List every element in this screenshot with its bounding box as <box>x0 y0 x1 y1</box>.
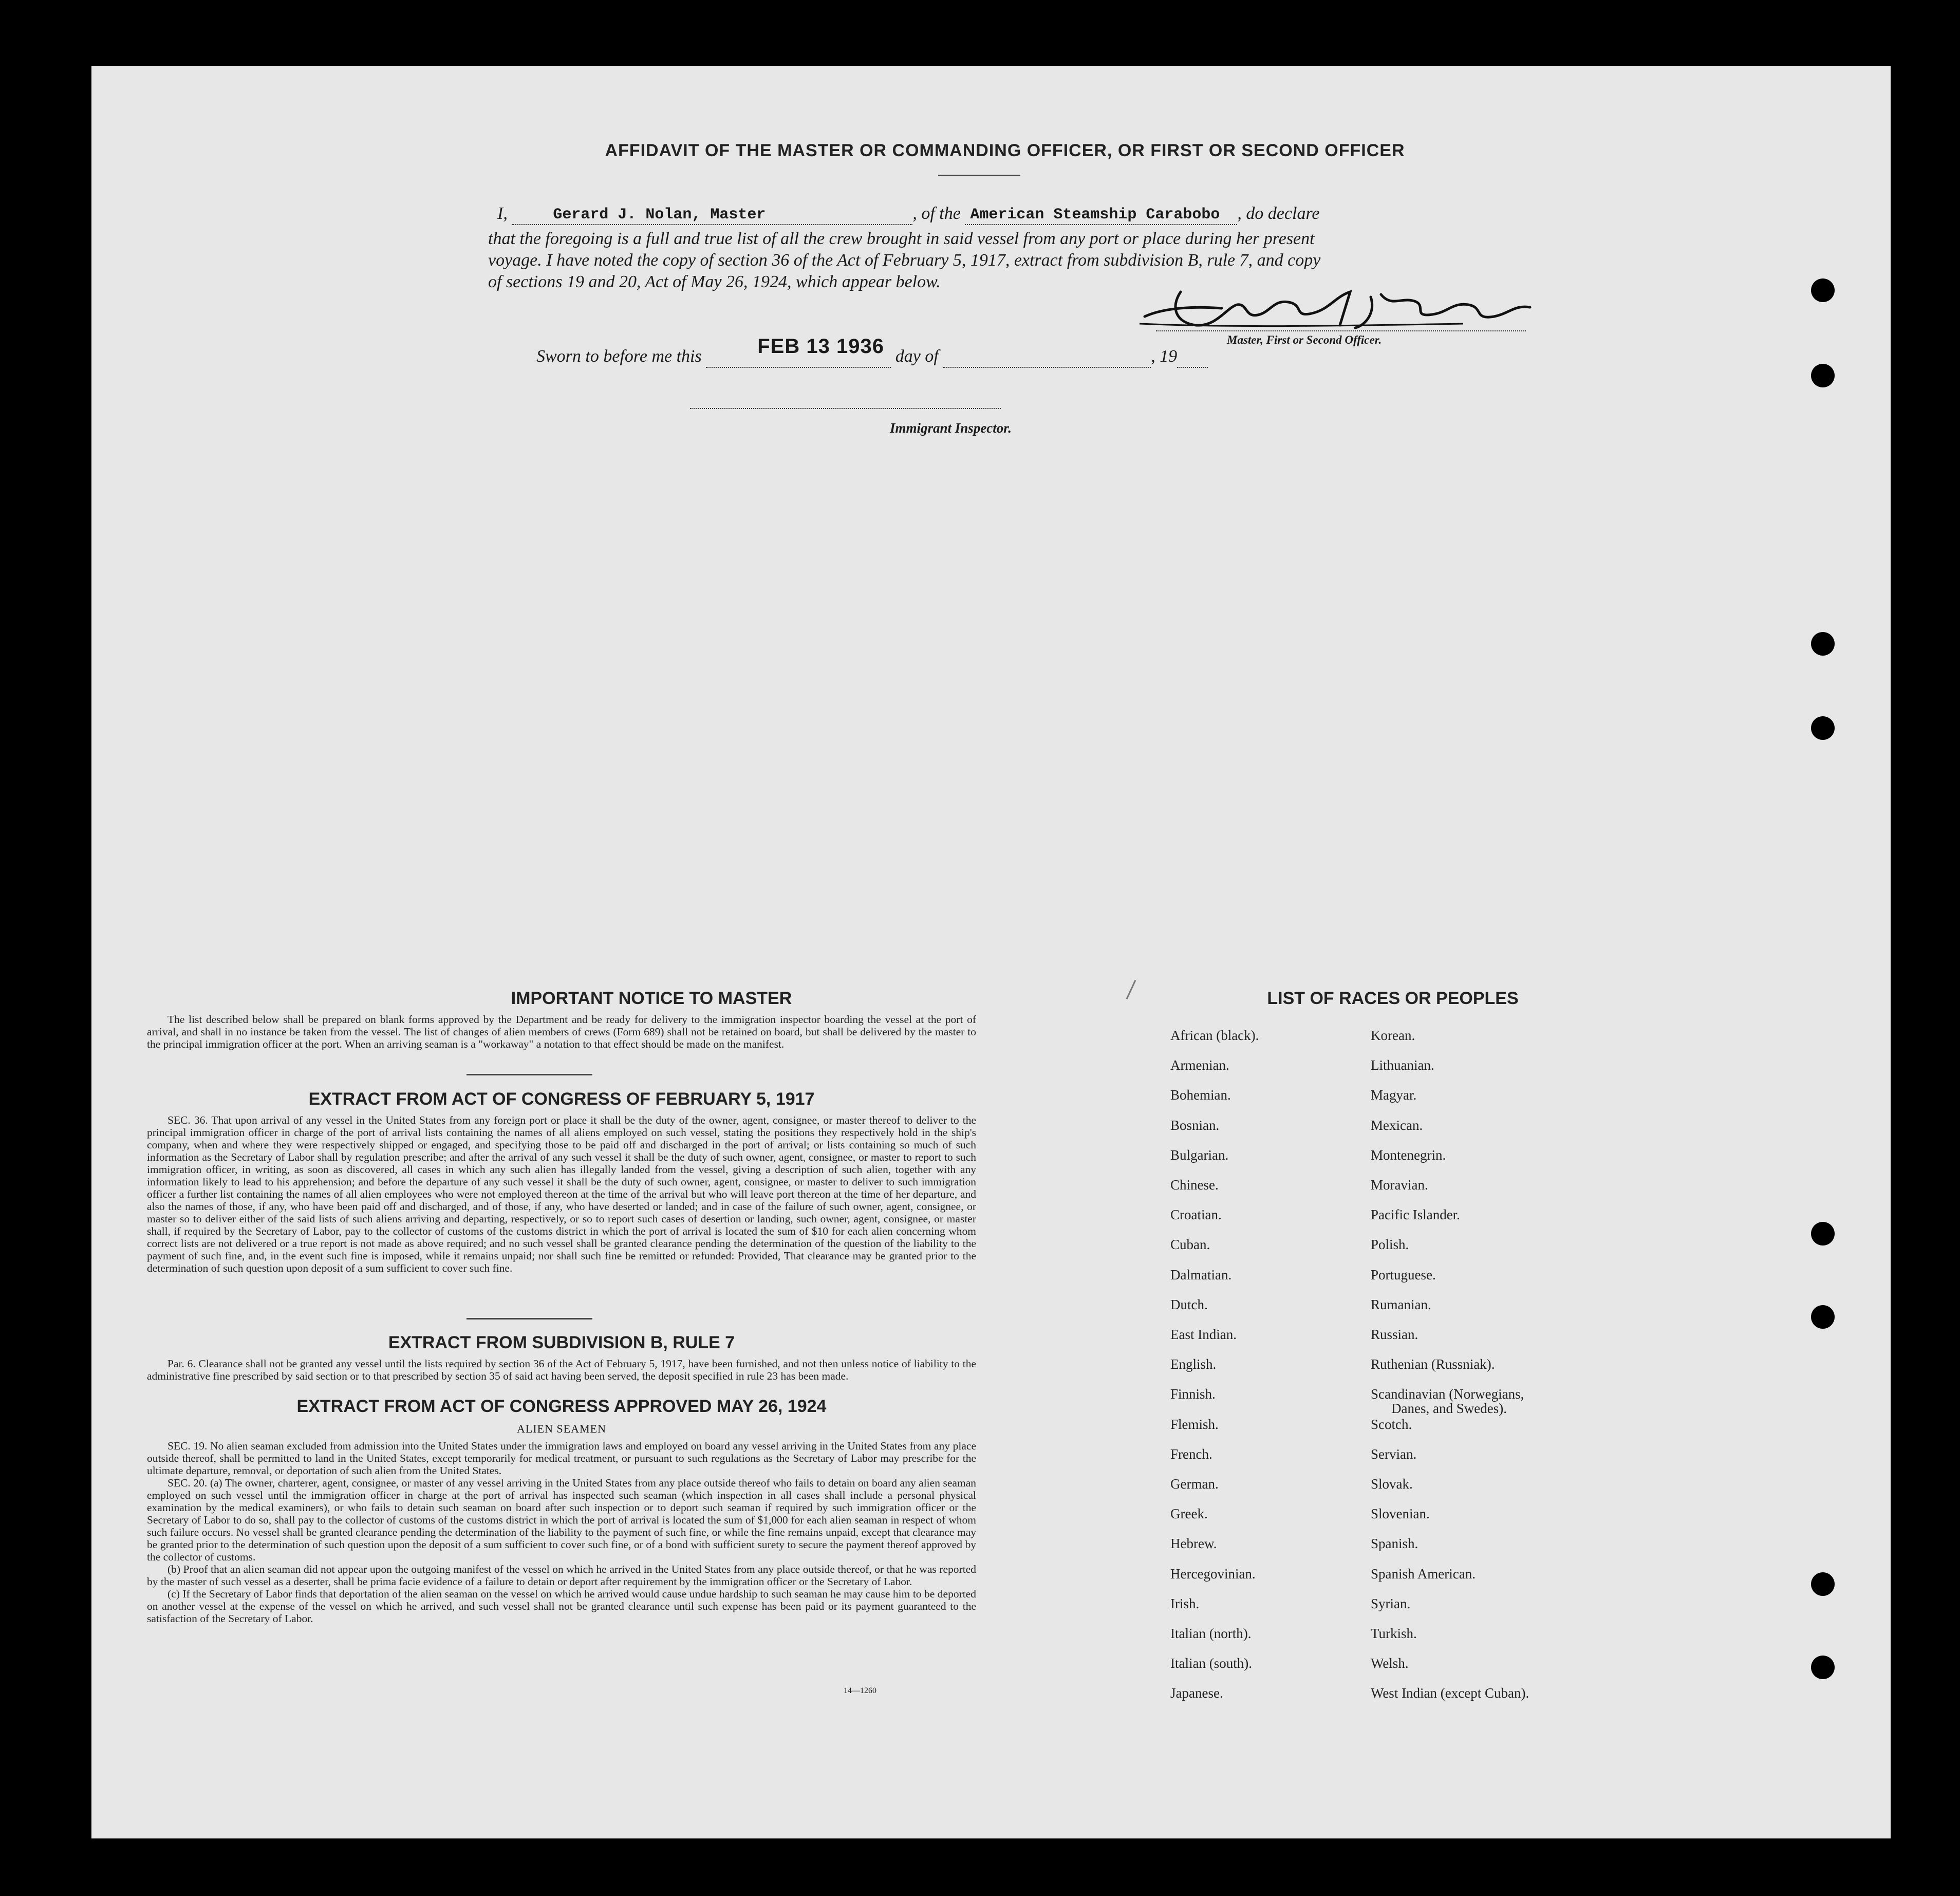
race-item-left: French. <box>1170 1446 1212 1462</box>
form-number: 14—1260 <box>844 1686 876 1695</box>
races-title: LIST OF RACES OR PEOPLES <box>1267 989 1519 1008</box>
alien-seamen-subtitle: ALIEN SEAMEN <box>517 1422 606 1435</box>
race-item-left: Irish. <box>1170 1595 1200 1611</box>
affidavit-line-2: that the foregoing is a full and true list of all the crew brought in said vessel from any port or place during her present <box>488 229 1315 248</box>
divider <box>466 1074 592 1075</box>
signature-caption: Master, First or Second Officer. <box>1227 333 1382 346</box>
race-item-right: Mexican. <box>1371 1117 1423 1133</box>
race-item-right: Syrian. <box>1371 1595 1411 1611</box>
notice-body <box>147 1013 976 1050</box>
affidavit-line-1 <box>497 202 1628 225</box>
race-item-left: Chinese. <box>1170 1177 1219 1193</box>
race-item-left: Japanese. <box>1170 1685 1223 1701</box>
title-divider <box>938 175 1020 176</box>
extract-1917-title: EXTRACT FROM ACT OF CONGRESS OF FEBRUARY 5, 1917 <box>308 1089 815 1109</box>
of-the-label: , of the <box>912 204 961 223</box>
race-item-right: Danes, and Swedes). <box>1391 1401 1507 1417</box>
race-item-right: Russian. <box>1371 1327 1418 1342</box>
race-item-left: English. <box>1170 1356 1217 1372</box>
binder-hole <box>1811 1656 1835 1679</box>
race-item-left: Italian (north). <box>1170 1626 1252 1641</box>
race-item-right: Welsh. <box>1371 1656 1409 1671</box>
extract-rule7-title: EXTRACT FROM SUBDIVISION B, RULE 7 <box>388 1333 735 1352</box>
sworn-label: Sworn to before me this <box>536 347 702 366</box>
extract-1924-body <box>147 1440 976 1625</box>
divider <box>466 1318 592 1319</box>
race-item-left: Dutch. <box>1170 1296 1208 1312</box>
race-item-left: Hercegovinian. <box>1170 1566 1256 1582</box>
vessel-name-field <box>965 203 1237 225</box>
notice-title: IMPORTANT NOTICE TO MASTER <box>511 989 792 1008</box>
binder-hole <box>1811 1572 1835 1596</box>
section-20c-text: (c) If the Secretary of Labor finds that deportation of the alien seaman on the vessel on which he arrived would cause undue hardship to such seaman he may cause him to be deported on another vessel at the expense of the vessel on which he arrived, and such vessel shall not be granted clearance until such expense has been paid or its payment guaranteed to the satisfaction of the Secretary of Labor. <box>147 1588 976 1625</box>
race-item-right: Ruthenian (Russniak). <box>1371 1356 1495 1372</box>
race-item-right: Montenegrin. <box>1371 1147 1446 1163</box>
race-item-right: Servian. <box>1371 1446 1417 1462</box>
race-item-right: Polish. <box>1371 1237 1409 1253</box>
affidavit-title: AFFIDAVIT OF THE MASTER OR COMMANDING OFFICER, OR FIRST OR SECOND OFFICER <box>605 141 1405 160</box>
race-item-right: Rumanian. <box>1371 1296 1431 1312</box>
race-item-right: Scotch. <box>1371 1416 1412 1432</box>
binder-hole <box>1811 278 1835 302</box>
race-item-left: Bosnian. <box>1170 1117 1220 1133</box>
affidavit-line-3: voyage. I have noted the copy of section 36 of the Act of February 5, 1917, extract from subdivision B, rule 7, and copy <box>488 251 1321 270</box>
month-field <box>943 346 1151 368</box>
inspector-signature-line <box>690 408 1001 409</box>
race-item-left: Croatian. <box>1170 1207 1222 1223</box>
vessel-name: American Steamship Carabobo <box>970 206 1220 224</box>
race-item-right: Spanish. <box>1371 1536 1418 1552</box>
race-item-left: German. <box>1170 1476 1219 1492</box>
race-item-right: Slovak. <box>1371 1476 1413 1492</box>
extract-1917-body <box>147 1114 976 1274</box>
binder-hole <box>1811 364 1835 387</box>
sworn-date-stamp: FEB 13 1936 <box>757 335 884 358</box>
section-36-text: SEC. 36. That upon arrival of any vessel in the United States from any foreign port or place it shall be the duty of the owner, agent, consignee, or master thereof to deliver to the principal immigration officer in charge of the port of arrival lists containing the names of all aliens employed on such vessel, stating the positions they respectively hold in the ship's company, when and where they were respectively shipped or engaged, and specifying those to be paid off and discharged in the port of arrival; or lists containing so much of such information as the Secretary of Labor shall by regulation prescribe; and after the arrival of any such vessel it shall be the duty of such owner, agent, consignee, or master to report to such immigration officer, in writing, as soon as discovered, all cases in which any such alien has illegally landed from the vessel, giving a description of such alien, together with any information likely to lead to his apprehension; and before the departure of any such vessel it shall be the duty of such owner, agent, consignee, or master to deliver to such immigration officer a further list containing the names of all alien employees who were not employed thereon at the time of the arrival but who will leave port thereon at the time of her departure, and also the names of those, if any, who have been paid off and discharged, and of those, if any, who have deserted or landed; and in case of the failure of such owner, agent, consignee, or master so to deliver either of the said lists of such aliens arriving and departing, respectively, or so to report such cases of desertion or landing, such owner, agent, consignee, or master shall, if required by the Secretary of Labor, pay to the collector of customs of the customs district in which the port of arrival is located the sum of $10 for each alien concerning whom correct lists are not delivered or a true report is not made as above required; and no such vessel shall be granted clearance pending the determination of the question of the liability to the payment of such fine, and, in the event such fine is imposed, while it remains unpaid; nor shall such fine be remitted or refunded: Provided, That clearance may be granted prior to the determination of such question upon deposit of a sum sufficient to cover such fine. <box>147 1114 976 1274</box>
race-item-right: Lithuanian. <box>1371 1057 1434 1073</box>
section-20a-text: SEC. 20. (a) The owner, charterer, agent, consignee, or master of any vessel arriving in the United States from any place outside thereof who fails to detain on board any alien seaman employed on such vessel until the immigration officer in charge at the port of arrival has inspected such seaman (which inspection in all cases shall include a personal physical examination by the medical examiners), or who fails to detain such seaman on board after such inspection or to deport such seaman if required by such immigration officer or the Secretary of Labor to do so, shall pay to the collector of customs of the customs district in which the port of arrival is located the sum of $1,000 for each alien seaman in respect of whom such failure occurs. No vessel shall be granted clearance pending the determination of the liability to the payment of such fine, or while the fine remains unpaid, except that clearance may be granted prior to the determination of such question upon the deposit of a sum sufficient to cover such fine, or of a bond with sufficient surety to secure the payment thereof approved by the collector of customs. <box>147 1477 976 1563</box>
section-20b-text: (b) Proof that an alien seaman did not appear upon the outgoing manifest of the vessel on which he arrived in the United States from any place outside thereof, or that he was reported by the master of such vessel as a deserter, shall be prima facie evidence of a failure to detain or deport after requirement by the immigration officer or the Secretary of Labor. <box>147 1563 976 1588</box>
binder-hole <box>1811 632 1835 656</box>
extract-1924-title: EXTRACT FROM ACT OF CONGRESS APPROVED MAY 26, 1924 <box>296 1397 827 1416</box>
race-item-left: East Indian. <box>1170 1327 1237 1342</box>
race-item-right: Portuguese. <box>1371 1267 1436 1282</box>
race-item-right: Korean. <box>1371 1028 1415 1043</box>
race-item-left: Cuban. <box>1170 1237 1210 1253</box>
race-item-right: Turkish. <box>1371 1626 1417 1641</box>
race-item-left: Armenian. <box>1170 1057 1229 1073</box>
affidavit-line-4: of sections 19 and 20, Act of May 26, 1924, which appear below. <box>488 272 941 291</box>
master-name: Gerard J. Nolan, Master <box>553 206 766 224</box>
binder-hole <box>1811 716 1835 740</box>
race-item-right: West Indian (except Cuban). <box>1371 1685 1529 1701</box>
race-item-left: Flemish. <box>1170 1416 1219 1432</box>
section-19-text: SEC. 19. No alien seaman excluded from admission into the United States under the immigration laws and employed on board any vessel arriving in the United States from any place outside thereof, shall be permitted to land in the United States, except temporarily for medical treatment, or pursuant to such regulations as the Secretary of Labor may prescribe for the ultimate departure, removal, or deportation of such alien from the United States. <box>147 1440 976 1477</box>
i-label: I, <box>497 204 508 223</box>
year-field <box>1177 346 1208 368</box>
race-item-right: Moravian. <box>1371 1177 1428 1193</box>
race-item-left: Greek. <box>1170 1506 1208 1522</box>
year-prefix-label: , 19 <box>1151 347 1178 366</box>
race-item-right: Pacific Islander. <box>1371 1207 1460 1223</box>
binder-hole <box>1811 1222 1835 1246</box>
notice-paragraph: The list described below shall be prepared on blank forms approved by the Department and be ready for delivery to the immigration inspector boarding the vessel at the port of arrival, and shall in no instance be taken from the vessel. The list of changes of alien members of crews (Form 689) shall not be retained on board, but shall be delivered by the master to the principal immigration officer at the port. When an arriving seaman is a "workaway" a notation to that effect should be made on the manifest. <box>147 1013 976 1050</box>
race-item-left: African (black). <box>1170 1028 1259 1043</box>
sworn-date-field <box>706 335 891 368</box>
race-item-right: Magyar. <box>1371 1087 1417 1103</box>
extract-rule7-body <box>147 1358 976 1382</box>
sworn-line <box>536 335 1208 368</box>
inspector-label: Immigrant Inspector. <box>890 420 1012 436</box>
race-item-left: Finnish. <box>1170 1386 1216 1402</box>
binder-hole <box>1811 1305 1835 1329</box>
race-item-right: Scandinavian (Norwegians, <box>1371 1386 1524 1402</box>
do-declare-label: , do declare <box>1237 204 1320 223</box>
race-item-right: Spanish American. <box>1371 1566 1476 1582</box>
day-of-label: day of <box>895 347 939 366</box>
race-item-left: Italian (south). <box>1170 1656 1252 1671</box>
document-page <box>91 66 1891 1838</box>
race-item-left: Hebrew. <box>1170 1536 1217 1552</box>
race-item-left: Bulgarian. <box>1170 1147 1229 1163</box>
race-item-left: Bohemian. <box>1170 1087 1231 1103</box>
race-item-left: Dalmatian. <box>1170 1267 1232 1282</box>
rule7-paragraph: Par. 6. Clearance shall not be granted any vessel until the lists required by section 36 of the Act of February 5, 1917, have been furnished, and not then unless notice of liability to the administrative fine prescribed by said section or to that prescribed by section 35 of said act having been served, the deposit specified in rule 23 has been made. <box>147 1358 976 1382</box>
race-item-right: Slovenian. <box>1371 1506 1430 1522</box>
races-list <box>1170 1028 1761 1726</box>
master-name-field <box>512 203 912 225</box>
